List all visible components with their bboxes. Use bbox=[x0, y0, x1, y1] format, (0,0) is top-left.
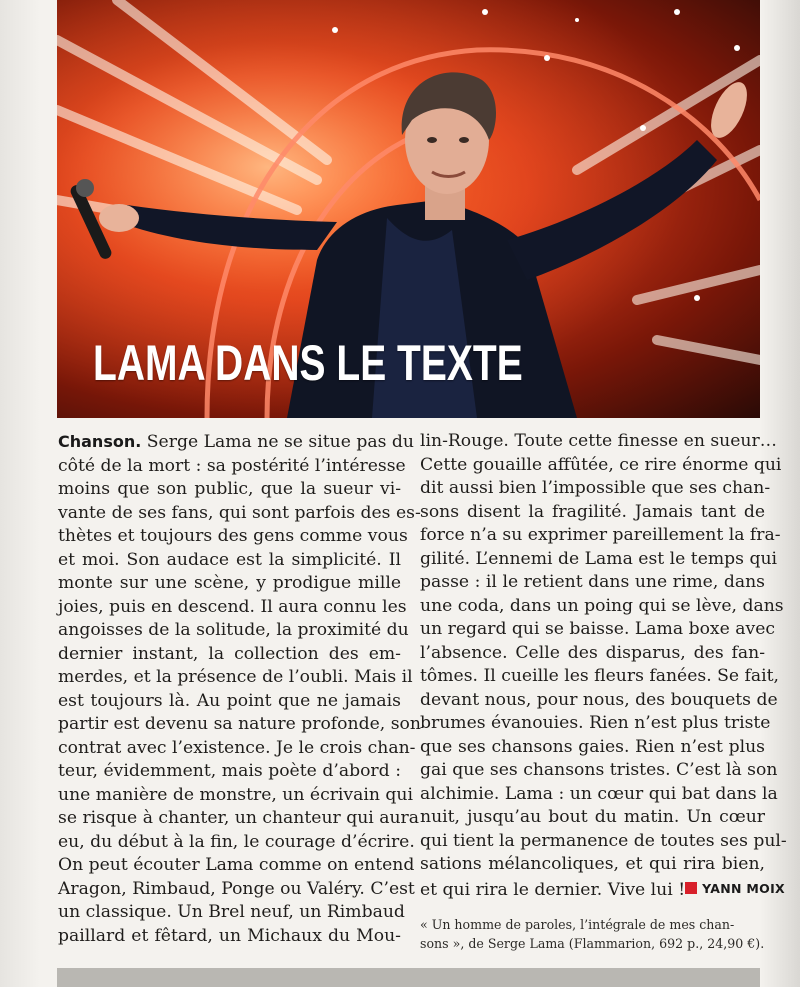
article-line: contrat avec l’existence. Je le crois chan- bbox=[58, 737, 416, 758]
author-name: YANN MOIX bbox=[702, 880, 785, 896]
article-line: alchimie. Lama : un cœur qui bat dans la bbox=[420, 783, 778, 804]
article-line: devant nous, pour nous, des bouquets de bbox=[420, 689, 778, 710]
article-line: Aragon, Rimbaud, Ponge ou Valéry. C’est bbox=[58, 878, 415, 899]
article-line: une coda, dans un poing qui se lève, dans bbox=[420, 595, 784, 616]
article-line: dit aussi bien l’impossible que ses chan- bbox=[420, 478, 771, 498]
article-line: passe : il le retient dans une rime, dans bbox=[420, 572, 765, 592]
article-line: côté de la mort : sa postérité l’intéresse bbox=[58, 455, 406, 476]
book-credit bbox=[420, 915, 765, 953]
hero-photo bbox=[57, 0, 760, 418]
article-line: merdes, et la présence de l’oubli. Mais il bbox=[58, 667, 413, 687]
article-line: monte sur une scène, y prodigue mille bbox=[58, 573, 401, 593]
article-line: et moi. Son audace est la simplicité. Il bbox=[58, 549, 401, 570]
article-line: gai que ses chansons tristes. C’est là son bbox=[420, 760, 778, 780]
article-column-right bbox=[420, 430, 787, 902]
article-line: dernier instant, la collection des em- bbox=[58, 643, 401, 664]
article-line: partir est devenu sa nature profonde, son bbox=[58, 714, 421, 734]
article-first-line: Chanson. Serge Lama ne se situe pas du bbox=[58, 432, 414, 452]
article-line: gilité. L’ennemi de Lama est le temps qui bbox=[420, 548, 778, 569]
article-line: tômes. Il cueille les fleurs fanées. Se fait, bbox=[420, 666, 780, 686]
article-line: se risque à chanter, un chanteur qui aura bbox=[58, 808, 420, 828]
article-line: eu, du début à la fin, le courage d’écrire. bbox=[58, 831, 415, 852]
section-kicker: Chanson. bbox=[58, 432, 142, 451]
article-line: moins que son public, que la sueur vi- bbox=[58, 479, 401, 499]
article-line: lin-Rouge. Toute cette finesse en sueur… bbox=[420, 431, 777, 451]
article-line: que ses chansons gaies. Rien n’est plus bbox=[420, 736, 765, 757]
article-line: angoisses de la solitude, la proximité du bbox=[58, 620, 409, 640]
article-column-left bbox=[58, 430, 421, 948]
next-page-band bbox=[57, 968, 760, 987]
article-line: joies, puis en descend. Il aura connu les bbox=[58, 596, 407, 617]
article-line: sations mélancoliques, et qui rira bien, bbox=[420, 854, 765, 874]
article-line: qui tient la permanence de toutes ses pul- bbox=[420, 830, 787, 851]
article-line: force n’a su exprimer pareillement la fra- bbox=[420, 525, 781, 545]
article-line: sons disent la fragilité. Jamais tant de bbox=[420, 501, 765, 522]
article-line: est toujours là. Au point que ne jamais bbox=[58, 690, 401, 711]
article-line: nuit, jusqu’au bout du matin. Un cœur bbox=[420, 807, 765, 827]
red-square-icon bbox=[685, 882, 697, 894]
article-headline: LAMA DANS LE TEXTE bbox=[93, 335, 523, 391]
page-edge-left bbox=[0, 0, 40, 987]
article-line: brumes évanouies. Rien n’est plus triste bbox=[420, 713, 771, 733]
article-line: l’absence. Celle des disparus, des fan- bbox=[420, 642, 765, 663]
author-signoff bbox=[685, 877, 785, 901]
article-line: On peut écouter Lama comme on entend bbox=[58, 855, 415, 875]
article-line: Cette gouaille affûtée, ce rire énorme qui bbox=[420, 454, 782, 475]
credit-line: sons », de Serge Lama (Flammarion, 692 p., 24,90 €). bbox=[420, 936, 765, 951]
article-line: vante de ses fans, qui sont parfois des es- bbox=[58, 502, 421, 523]
credit-line: « Un homme de paroles, l’intégrale de mes chan- bbox=[420, 917, 735, 932]
article-line: et qui rira le dernier. Vive lui ! YANN MOIX bbox=[420, 877, 765, 902]
article-line: une manière de monstre, un écrivain qui bbox=[58, 784, 413, 805]
article-line: un classique. Un Brel neuf, un Rimbaud bbox=[58, 902, 405, 922]
article-line: paillard et fêtard, un Michaux du Mou- bbox=[58, 925, 401, 946]
article-line: un regard qui se baisse. Lama boxe avec bbox=[420, 619, 775, 639]
article-line: teur, évidemment, mais poète d’abord : bbox=[58, 761, 401, 781]
article-line: thètes et toujours des gens comme vous bbox=[58, 526, 408, 546]
